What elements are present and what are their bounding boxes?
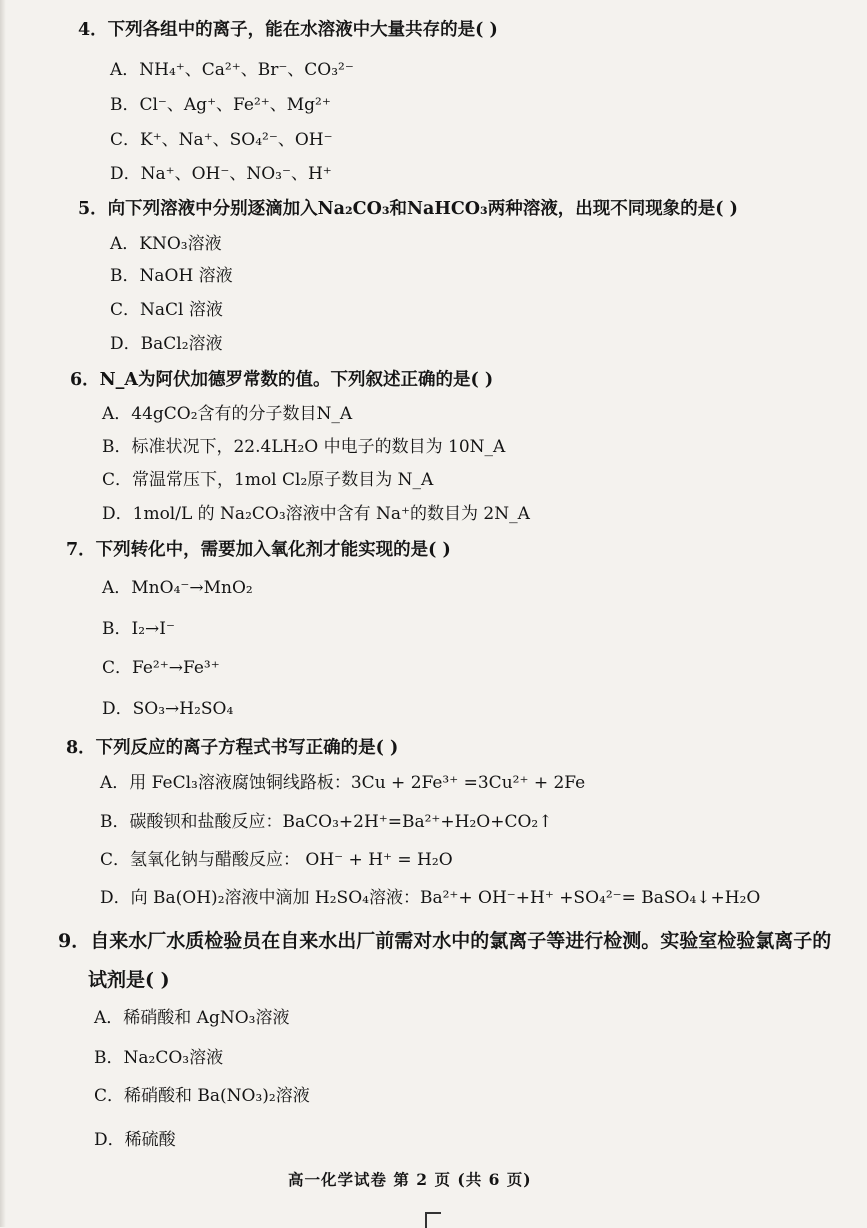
question-7-option-d: D．SO₃→H₂SO₄ xyxy=(102,699,234,719)
question-6-stem: 6．N_A为阿伏加德罗常数的值。下列叙述正确的是( ) xyxy=(70,370,494,390)
question-6-option-c: C．常温常压下，1mol Cl₂原子数目为 N_A xyxy=(102,470,434,490)
question-9-option-d: D．稀硫酸 xyxy=(94,1130,176,1150)
question-5-option-a: A．KNO₃溶液 xyxy=(110,234,222,254)
question-8-option-c: C．氢氧化钠与醋酸反应： OH⁻ + H⁺ = H₂O xyxy=(100,850,453,870)
question-8-option-d: D．向 Ba(OH)₂溶液中滴加 H₂SO₄溶液：Ba²⁺+ OH⁻+H⁺ +SO₄²⁻= BaSO₄↓+H₂O xyxy=(100,888,761,908)
question-5-option-c: C．NaCl 溶液 xyxy=(110,300,223,320)
question-8-stem: 8．下列反应的离子方程式书写正确的是( ) xyxy=(66,738,399,758)
question-8-option-a: A．用 FeCl₃溶液腐蚀铜线路板：3Cu + 2Fe³⁺ =3Cu²⁺ + 2Fe xyxy=(100,773,586,793)
question-9-option-b: B．Na₂CO₃溶液 xyxy=(94,1048,224,1068)
binding-mark xyxy=(425,1212,441,1228)
question-4-stem: 4．下列各组中的离子，能在水溶液中大量共存的是( ) xyxy=(78,20,498,40)
question-4-option-a: A．NH₄⁺、Ca²⁺、Br⁻、CO₃²⁻ xyxy=(110,60,354,80)
question-4-option-d: D．Na⁺、OH⁻、NO₃⁻、H⁺ xyxy=(110,164,332,184)
question-8-option-b: B．碳酸钡和盐酸反应：BaCO₃+2H⁺=Ba²⁺+H₂O+CO₂↑ xyxy=(100,812,553,832)
question-4-option-c: C．K⁺、Na⁺、SO₄²⁻、OH⁻ xyxy=(110,130,333,150)
question-9-stem-line-2: 试剂是( ) xyxy=(88,969,170,991)
page-edge-shadow xyxy=(0,0,6,1227)
question-9-stem-line-1: 9．自来水厂水质检验员在自来水出厂前需对水中的氯离子等进行检测。实验室检验氯离子的 xyxy=(58,930,832,952)
question-6-option-b: B．标准状况下，22.4LH₂O 中电子的数目为 10N_A xyxy=(102,437,506,457)
question-4-option-b: B．Cl⁻、Ag⁺、Fe²⁺、Mg²⁺ xyxy=(110,95,331,115)
page-footer: 高一化学试卷 第 2 页 (共 6 页) xyxy=(288,1170,532,1189)
question-7-option-c: C．Fe²⁺→Fe³⁺ xyxy=(102,658,220,678)
question-7-stem: 7．下列转化中，需要加入氧化剂才能实现的是( ) xyxy=(66,540,451,560)
question-5-stem: 5．向下列溶液中分别逐滴加入Na₂CO₃和NaHCO₃两种溶液，出现不同现象的是( ) xyxy=(78,199,738,219)
question-5-option-b: B．NaOH 溶液 xyxy=(110,266,233,286)
question-9-option-c: C．稀硝酸和 Ba(NO₃)₂溶液 xyxy=(94,1086,310,1106)
question-6-option-a: A．44gCO₂含有的分子数目N_A xyxy=(102,404,353,424)
question-7-option-b: B．I₂→I⁻ xyxy=(102,619,175,639)
question-6-option-d: D．1mol/L 的 Na₂CO₃溶液中含有 Na⁺的数目为 2N_A xyxy=(102,504,530,524)
question-7-option-a: A．MnO₄⁻→MnO₂ xyxy=(102,578,253,598)
question-5-option-d: D．BaCl₂溶液 xyxy=(110,334,223,354)
question-9-option-a: A．稀硝酸和 AgNO₃溶液 xyxy=(94,1008,290,1028)
